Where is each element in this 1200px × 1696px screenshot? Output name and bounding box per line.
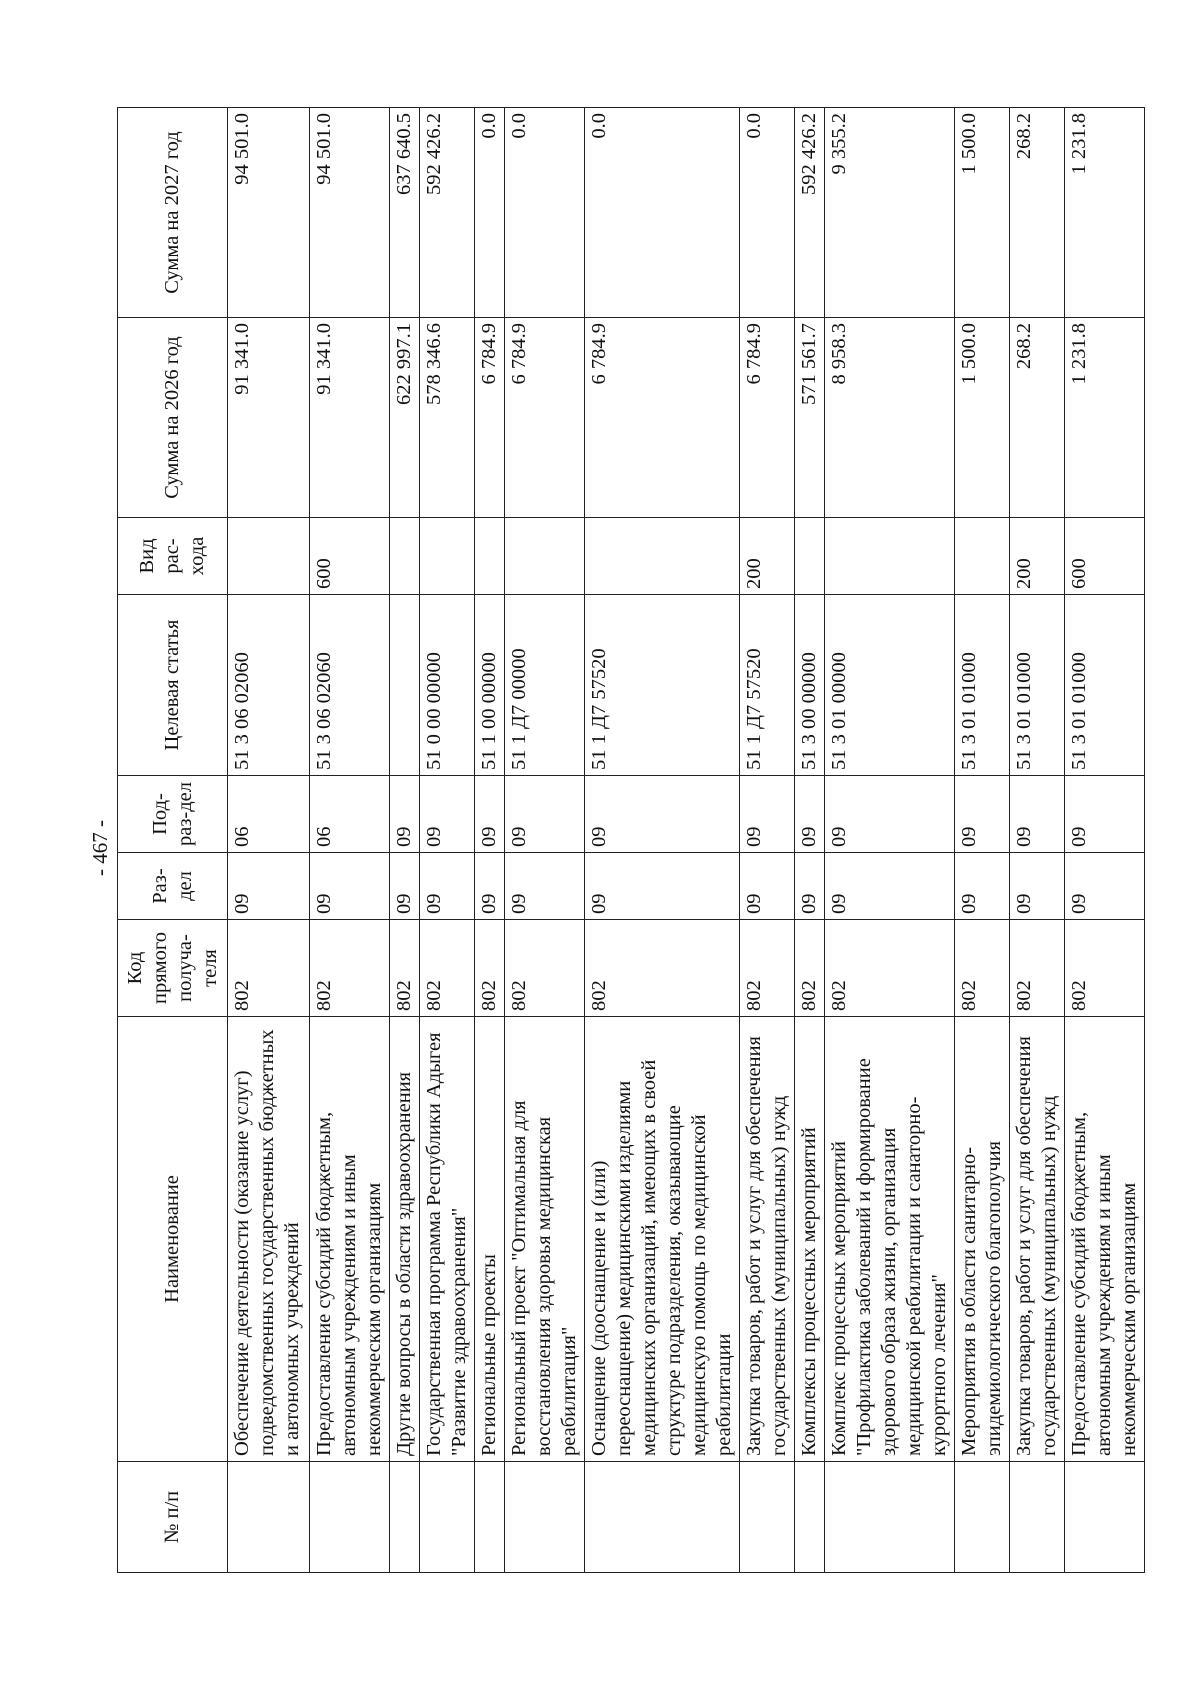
cell-name: Закупка товаров, работ и услуг для обеспечения государственных (муниципальных) нужд	[1010, 1017, 1065, 1462]
cell-name: Предоставление субсидий бюджетным, автономным учреждениям и иным некоммерческим организациям	[1065, 1017, 1145, 1462]
cell-sum-2026: 622 997.1	[390, 318, 420, 518]
table-row	[825, 108, 955, 1573]
cell-expense: 200	[1010, 518, 1065, 595]
cell-no	[310, 1462, 390, 1573]
cell-sum-2026: 8 958.3	[825, 318, 955, 518]
cell-sum-2026: 91 341.0	[310, 318, 390, 518]
header-no: № п/п	[118, 1462, 228, 1573]
table-row	[228, 108, 310, 1573]
cell-target: 51 3 01 00000	[825, 595, 955, 776]
cell-target: 51 3 01 01000	[1065, 595, 1145, 776]
cell-no	[1065, 1462, 1145, 1573]
cell-target: 51 3 06 02060	[228, 595, 310, 776]
cell-sum-2027: 1 500.0	[955, 108, 1010, 318]
cell-expense: 600	[1065, 518, 1145, 595]
cell-sum-2027: 0.0	[505, 108, 585, 318]
cell-sum-2026: 6 784.9	[505, 318, 585, 518]
cell-no	[585, 1462, 740, 1573]
cell-section: 09	[740, 853, 795, 920]
cell-recipient: 802	[585, 920, 740, 1017]
header-section: Раз-дел	[118, 853, 228, 920]
budget-table	[117, 107, 1145, 1573]
header-name: Наименование	[118, 1017, 228, 1462]
cell-name: Комплекс процессных мероприятий "Профилактика заболеваний и формирование здорового образа жизни, организация медицинской реабилитации и санаторно-курортного лечения"	[825, 1017, 955, 1462]
cell-target: 51 1 00 00000	[475, 595, 505, 776]
cell-target: 51 1 Д7 57520	[740, 595, 795, 776]
cell-target: 51 3 00 00000	[795, 595, 825, 776]
header-sum-2026: Сумма на 2026 год	[118, 318, 228, 518]
cell-sum-2027: 0.0	[740, 108, 795, 318]
cell-subsection: 09	[505, 776, 585, 853]
cell-subsection: 09	[1010, 776, 1065, 853]
cell-subsection: 09	[475, 776, 505, 853]
cell-recipient: 802	[795, 920, 825, 1017]
cell-section: 09	[825, 853, 955, 920]
cell-target: 51 3 06 02060	[310, 595, 390, 776]
cell-section: 09	[795, 853, 825, 920]
cell-name: Региональные проекты	[475, 1017, 505, 1462]
cell-no	[1010, 1462, 1065, 1573]
cell-section: 09	[1065, 853, 1145, 920]
cell-sum-2027: 637 640.5	[390, 108, 420, 318]
cell-recipient: 802	[955, 920, 1010, 1017]
table-row	[795, 108, 825, 1573]
cell-expense	[795, 518, 825, 595]
table-row	[955, 108, 1010, 1573]
cell-target: 51 3 01 01000	[955, 595, 1010, 776]
cell-subsection: 09	[1065, 776, 1145, 853]
cell-recipient: 802	[825, 920, 955, 1017]
cell-name: Государственная программа Республики Адыгея "Развитие здравоохранения"	[420, 1017, 475, 1462]
cell-recipient: 802	[310, 920, 390, 1017]
cell-name: Мероприятия в области санитарно-эпидемиологического благополучия	[955, 1017, 1010, 1462]
cell-name: Оснащение (дооснащение и (или) переоснащение) медицинскими изделиями медицинских организаций, имеющих в своей структуре подразделения, оказывающие медицинскую помощь по медицинской реабилитации	[585, 1017, 740, 1462]
cell-name: Предоставление субсидий бюджетным, автономным учреждениям и иным некоммерческим организациям	[310, 1017, 390, 1462]
cell-recipient: 802	[475, 920, 505, 1017]
cell-subsection: 06	[228, 776, 310, 853]
cell-subsection: 09	[825, 776, 955, 853]
cell-sum-2027: 94 501.0	[310, 108, 390, 318]
cell-section: 09	[955, 853, 1010, 920]
cell-no	[228, 1462, 310, 1573]
cell-name: Комплексы процессных мероприятий	[795, 1017, 825, 1462]
cell-section: 09	[585, 853, 740, 920]
cell-subsection: 09	[955, 776, 1010, 853]
table-row	[420, 108, 475, 1573]
cell-expense	[390, 518, 420, 595]
cell-no	[740, 1462, 795, 1573]
cell-subsection: 06	[310, 776, 390, 853]
cell-section: 09	[420, 853, 475, 920]
cell-target	[390, 595, 420, 776]
table-row	[1010, 108, 1065, 1573]
cell-expense	[955, 518, 1010, 595]
cell-target: 51 0 00 00000	[420, 595, 475, 776]
cell-subsection: 09	[585, 776, 740, 853]
cell-subsection: 09	[740, 776, 795, 853]
cell-no	[795, 1462, 825, 1573]
cell-sum-2027: 1 231.8	[1065, 108, 1145, 318]
cell-sum-2026: 6 784.9	[585, 318, 740, 518]
cell-no	[420, 1462, 475, 1573]
header-subsection: Под-раз-дел	[118, 776, 228, 853]
cell-recipient: 802	[505, 920, 585, 1017]
cell-sum-2027: 592 426.2	[795, 108, 825, 318]
cell-sum-2026: 6 784.9	[740, 318, 795, 518]
cell-section: 09	[310, 853, 390, 920]
cell-sum-2026: 571 561.7	[795, 318, 825, 518]
cell-expense	[228, 518, 310, 595]
cell-sum-2027: 592 426.2	[420, 108, 475, 318]
cell-sum-2027: 268.2	[1010, 108, 1065, 318]
cell-name: Региональный проект "Оптимальная для восстановления здоровья медицинская реабилитация"	[505, 1017, 585, 1462]
header-recipient: Код прямого получа-теля	[118, 920, 228, 1017]
cell-sum-2027: 0.0	[585, 108, 740, 318]
cell-no	[505, 1462, 585, 1573]
cell-sum-2026: 578 346.6	[420, 318, 475, 518]
cell-sum-2026: 268.2	[1010, 318, 1065, 518]
table-row	[310, 108, 390, 1573]
table-row	[585, 108, 740, 1573]
rotated-table-wrapper	[117, 108, 1140, 1573]
cell-section: 09	[475, 853, 505, 920]
cell-no	[475, 1462, 505, 1573]
cell-sum-2026: 1 231.8	[1065, 318, 1145, 518]
table-row	[740, 108, 795, 1573]
cell-subsection: 09	[390, 776, 420, 853]
cell-sum-2026: 1 500.0	[955, 318, 1010, 518]
cell-no	[825, 1462, 955, 1573]
cell-no	[390, 1462, 420, 1573]
table-row	[390, 108, 420, 1573]
cell-expense: 200	[740, 518, 795, 595]
cell-target: 51 1 Д7 57520	[585, 595, 740, 776]
cell-recipient: 802	[228, 920, 310, 1017]
cell-sum-2026: 6 784.9	[475, 318, 505, 518]
cell-section: 09	[390, 853, 420, 920]
cell-name: Другие вопросы в области здравоохранения	[390, 1017, 420, 1462]
cell-section: 09	[1010, 853, 1065, 920]
header-target: Целевая статья	[118, 595, 228, 776]
cell-subsection: 09	[420, 776, 475, 853]
cell-name: Обеспечение деятельности (оказание услуг) подведомственных государственных бюджетных и автономных учреждений	[228, 1017, 310, 1462]
cell-sum-2027: 9 355.2	[825, 108, 955, 318]
cell-sum-2027: 0.0	[475, 108, 505, 318]
header-sum-2027: Сумма на 2027 год	[118, 108, 228, 318]
cell-subsection: 09	[795, 776, 825, 853]
cell-expense	[475, 518, 505, 595]
cell-recipient: 802	[1010, 920, 1065, 1017]
cell-target: 51 1 Д7 00000	[505, 595, 585, 776]
cell-expense	[585, 518, 740, 595]
table-row	[1065, 108, 1145, 1573]
cell-expense: 600	[310, 518, 390, 595]
cell-target: 51 3 01 01000	[1010, 595, 1065, 776]
cell-name: Закупка товаров, работ и услуг для обеспечения государственных (муниципальных) нужд	[740, 1017, 795, 1462]
table-body	[228, 108, 1145, 1573]
cell-recipient: 802	[1065, 920, 1145, 1017]
cell-no	[955, 1462, 1010, 1573]
cell-section: 09	[505, 853, 585, 920]
table-row	[505, 108, 585, 1573]
cell-recipient: 802	[420, 920, 475, 1017]
header-expense: Вид рас-хода	[118, 518, 228, 595]
cell-expense	[825, 518, 955, 595]
cell-sum-2027: 94 501.0	[228, 108, 310, 318]
cell-expense	[420, 518, 475, 595]
cell-expense	[505, 518, 585, 595]
cell-section: 09	[228, 853, 310, 920]
header-row	[118, 108, 228, 1573]
page-number: - 467 -	[88, 820, 112, 876]
cell-recipient: 802	[390, 920, 420, 1017]
table-row	[475, 108, 505, 1573]
cell-sum-2026: 91 341.0	[228, 318, 310, 518]
cell-recipient: 802	[740, 920, 795, 1017]
